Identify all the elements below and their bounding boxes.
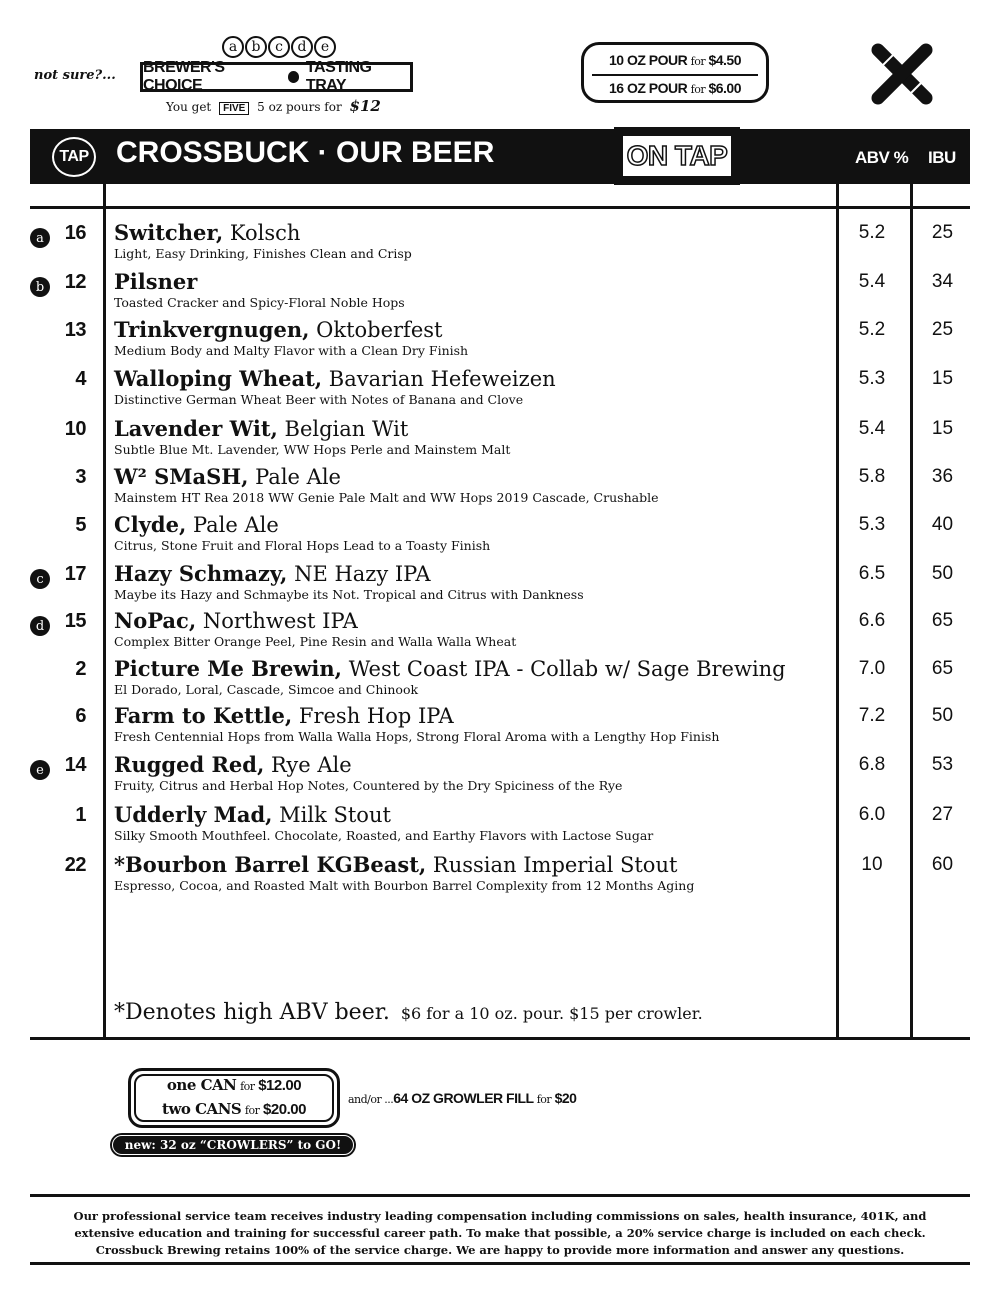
beer-name-line <box>114 703 454 728</box>
pour-size-10: 10 OZ POUR <box>608 52 688 68</box>
tray-letter-marker: b <box>30 277 50 297</box>
footnote-small: $6 for a 10 oz. pour. $15 per crowler. <box>400 1004 703 1023</box>
beer-description: Light, Easy Drinking, Finishes Clean and Crisp <box>114 246 412 261</box>
tap-number: 17 <box>64 563 86 585</box>
two-cans-label: two CANS <box>162 1100 242 1118</box>
tap-number: 1 <box>75 804 86 826</box>
service-bottom-rule <box>30 1262 970 1265</box>
tap-number: 12 <box>64 271 86 293</box>
crossbuck-x-logo-icon <box>870 42 934 106</box>
pour-for-10: for <box>690 55 706 68</box>
tap-number: 22 <box>64 854 86 876</box>
beer-abv: 6.8 <box>858 754 886 775</box>
tap-number: 6 <box>75 705 86 727</box>
beer-description: Medium Body and Malty Flavor with a Clean Dry Finish <box>114 343 469 358</box>
beer-row <box>0 705 1000 753</box>
one-can-price: $12.00 <box>258 1077 302 1094</box>
beer-row <box>0 658 1000 706</box>
beer-style: Oktoberfest <box>316 318 443 342</box>
beer-description: Distinctive German Wheat Beer with Notes of Banana and Clove <box>114 392 524 407</box>
beer-row <box>0 610 1000 658</box>
tap-number: 16 <box>64 222 86 244</box>
beer-abv: 7.2 <box>858 705 886 726</box>
beer-name: Rugged Red, <box>114 752 265 777</box>
beer-style: Rye Ale <box>270 753 352 777</box>
growler-price: $20 <box>554 1090 577 1106</box>
beer-name: Lavender Wit, <box>114 416 278 441</box>
tap-number: 3 <box>75 466 86 488</box>
pour-pricing-box <box>581 42 769 103</box>
beer-ibu: 25 <box>931 222 954 243</box>
crowler-label: new: 32 oz “CROWLERS” to GO! <box>112 1135 354 1155</box>
tray-letter-marker: e <box>30 760 50 780</box>
tray-letter-c: c <box>268 36 290 58</box>
beer-style: NE Hazy IPA <box>294 562 431 586</box>
beer-row <box>0 514 1000 562</box>
tray-letter-marker: c <box>30 569 50 589</box>
beer-abv: 5.3 <box>858 368 886 389</box>
beer-style: Kolsch <box>229 221 301 245</box>
beer-name-line <box>114 752 352 777</box>
growler-pre: and/or ... <box>348 1093 394 1106</box>
beer-name-line <box>114 852 677 877</box>
beer-description: Fresh Centennial Hops from Walla Walla Hops, Strong Floral Aroma with a Lengthy Hop Finish <box>114 729 720 744</box>
beer-ibu: 40 <box>931 514 954 535</box>
tray-sub-post: 5 oz pours for <box>257 100 342 114</box>
beer-name: Picture Me Brewin, <box>114 656 342 681</box>
beer-name-line <box>114 317 442 342</box>
tray-subtitle <box>166 97 381 115</box>
beer-name: Clyde, <box>114 512 187 537</box>
tray-letters <box>222 36 336 58</box>
beer-name: Hazy Schmazy, <box>114 561 288 586</box>
crowler-badge <box>110 1133 356 1157</box>
beer-style: Northwest IPA <box>202 609 358 633</box>
page-title: CROSSBUCK · OUR BEER <box>116 136 495 169</box>
tasting-tray-box <box>140 59 413 94</box>
beer-ibu: 60 <box>931 854 954 875</box>
beer-row <box>0 804 1000 852</box>
tap-number: 15 <box>64 610 86 632</box>
one-can-line <box>167 1074 301 1098</box>
pour-price-16: $6.00 <box>708 80 742 96</box>
beer-row <box>0 563 1000 611</box>
tray-sub-five: FIVE <box>219 102 249 115</box>
beer-name-line <box>114 366 556 391</box>
pour-divider <box>592 74 758 76</box>
tap-number: 14 <box>64 754 86 776</box>
beer-description: Toasted Cracker and Spicy-Floral Noble Hops <box>114 295 405 310</box>
beer-name-line <box>114 416 408 441</box>
beer-abv: 6.6 <box>858 610 886 631</box>
bullet-dot-icon <box>288 71 299 83</box>
on-tap-badge <box>614 127 740 185</box>
pour-size-16: 16 OZ POUR <box>608 80 688 96</box>
tray-letter-marker: d <box>30 616 50 636</box>
beer-row <box>0 222 1000 270</box>
beer-abv: 6.5 <box>858 563 886 584</box>
table-bottom-rule <box>30 1037 970 1040</box>
beer-name-line <box>114 269 197 294</box>
beer-ibu: 53 <box>931 754 954 775</box>
tray-sub-price: $12 <box>349 97 381 115</box>
beer-name-line <box>114 656 786 681</box>
service-top-rule <box>30 1194 970 1197</box>
beer-ibu: 50 <box>931 705 954 726</box>
beer-abv: 5.3 <box>858 514 886 535</box>
beer-row <box>0 271 1000 319</box>
tap-number: 10 <box>64 418 86 440</box>
beer-ibu: 65 <box>931 658 954 679</box>
beer-description: Fruity, Citrus and Herbal Hop Notes, Countered by the Dry Spiciness of the Rye <box>114 778 623 793</box>
abv-column-header: ABV % <box>855 148 909 167</box>
beer-row <box>0 368 1000 416</box>
pour-line-10oz <box>592 49 758 73</box>
beer-description: Mainstem HT Rea 2018 WW Genie Pale Malt and WW Hops 2019 Cascade, Crushable <box>114 490 659 505</box>
tray-letter-marker: a <box>30 228 50 248</box>
beer-description: Silky Smooth Mouthfeel. Chocolate, Roasted, and Earthy Flavors with Lactose Sugar <box>114 828 654 843</box>
tray-letter-e: e <box>314 36 336 58</box>
tray-letter-b: b <box>245 36 267 58</box>
beer-name: Switcher, <box>114 220 224 245</box>
cans-pricing-box <box>128 1068 340 1128</box>
beer-ibu: 15 <box>931 418 954 439</box>
beer-abv: 5.2 <box>858 319 886 340</box>
growler-label: 64 OZ GROWLER FILL <box>393 1090 534 1106</box>
beer-abv: 7.0 <box>858 658 886 679</box>
pour-line-16oz <box>592 77 758 101</box>
tray-sub-pre: You get <box>166 100 212 114</box>
beer-style: Milk Stout <box>279 803 391 827</box>
beer-name-line <box>114 464 341 489</box>
beer-style: Pale Ale <box>192 513 279 537</box>
pour-for-16: for <box>690 83 706 96</box>
beer-description: Subtle Blue Mt. Lavender, WW Hops Perle and Mainstem Malt <box>114 442 511 457</box>
beer-ibu: 27 <box>931 804 954 825</box>
beer-abv: 6.0 <box>858 804 886 825</box>
beer-style: Pale Ale <box>255 465 341 489</box>
beer-row <box>0 418 1000 466</box>
not-sure-label: not sure?... <box>34 68 116 83</box>
growler-for: for <box>536 1093 552 1106</box>
beer-description: Maybe its Hazy and Schmaybe its Not. Tropical and Citrus with Dankness <box>114 587 584 602</box>
ibu-column-header: IBU <box>928 148 956 167</box>
tap-header-badge: TAP <box>52 137 96 177</box>
two-cans-line <box>162 1098 306 1122</box>
beer-name: Farm to Kettle, <box>114 703 293 728</box>
beer-description: El Dorado, Loral, Cascade, Simcoe and Chinook <box>114 682 419 697</box>
tray-title-right: TASTING TRAY <box>305 59 372 94</box>
footnote-main: *Denotes high ABV beer. <box>114 1000 390 1025</box>
tap-number: 13 <box>64 319 86 341</box>
beer-abv: 5.4 <box>858 418 886 439</box>
beer-name: Walloping Wheat, <box>114 366 323 391</box>
beer-name-line <box>114 561 431 586</box>
beer-row <box>0 754 1000 802</box>
beer-ibu: 50 <box>931 563 954 584</box>
beer-abv: 10 <box>861 854 883 875</box>
beer-style: Bavarian Hefeweizen <box>328 367 556 391</box>
beer-name: Pilsner <box>114 269 198 294</box>
beer-row <box>0 466 1000 514</box>
tray-letter-a: a <box>222 36 244 58</box>
tray-title-left: BREWER'S CHOICE <box>143 59 225 94</box>
beer-name-line <box>114 802 391 827</box>
beer-name: W² SMaSH, <box>114 464 249 489</box>
one-can-for: for <box>240 1080 255 1093</box>
tap-number: 4 <box>75 368 86 390</box>
tray-letter-d: d <box>291 36 313 58</box>
tap-number: 2 <box>75 658 86 680</box>
two-cans-price: $20.00 <box>263 1101 306 1118</box>
beer-abv: 5.8 <box>858 466 886 487</box>
beer-name-line <box>114 608 358 633</box>
tap-number: 5 <box>75 514 86 536</box>
beer-name: Udderly Mad, <box>114 802 273 827</box>
beer-ibu: 36 <box>931 466 954 487</box>
high-abv-footnote <box>114 1000 703 1025</box>
beer-name: Trinkvergnugen, <box>114 317 310 342</box>
service-charge-notice: Our professional service team receives industry leading compensation including commissions on sales, health insurance, 401K, and extensive education and training for successful career path. To make that possible, a 20% service charge is included on each check. Crossbuck Brewing retains 100% of the service charge. We are happy to provide more information and answer any questions. <box>73 1209 927 1257</box>
beer-description: Citrus, Stone Fruit and Floral Hops Lead to a Toasty Finish <box>114 538 491 553</box>
beer-ibu: 15 <box>931 368 954 389</box>
beer-row <box>0 854 1000 902</box>
one-can-label: one CAN <box>166 1076 237 1094</box>
beer-style: West Coast IPA - Collab w/ Sage Brewing <box>348 657 786 681</box>
beer-abv: 5.2 <box>858 222 886 243</box>
on-tap-label: ON TAP <box>626 140 728 171</box>
growler-fill-line <box>348 1090 576 1106</box>
beer-style: Fresh Hop IPA <box>298 704 454 728</box>
beer-ibu: 25 <box>931 319 954 340</box>
beer-name-line <box>114 220 300 245</box>
beer-style: Belgian Wit <box>284 417 409 441</box>
beer-row <box>0 319 1000 367</box>
beer-style: Russian Imperial Stout <box>432 853 678 877</box>
beer-ibu: 34 <box>931 271 954 292</box>
beer-ibu: 65 <box>931 610 954 631</box>
beer-abv: 5.4 <box>858 271 886 292</box>
two-cans-for: for <box>244 1104 260 1117</box>
beer-description: Espresso, Cocoa, and Roasted Malt with Bourbon Barrel Complexity from 12 Months Aging <box>114 878 695 893</box>
beer-name: NoPac, <box>114 608 197 633</box>
beer-description: Complex Bitter Orange Peel, Pine Resin and Walla Walla Wheat <box>114 634 517 649</box>
beer-name-line <box>114 512 279 537</box>
pour-price-10: $4.50 <box>708 52 742 68</box>
header-rule <box>30 206 970 209</box>
beer-name: *Bourbon Barrel KGBeast, <box>114 852 427 877</box>
